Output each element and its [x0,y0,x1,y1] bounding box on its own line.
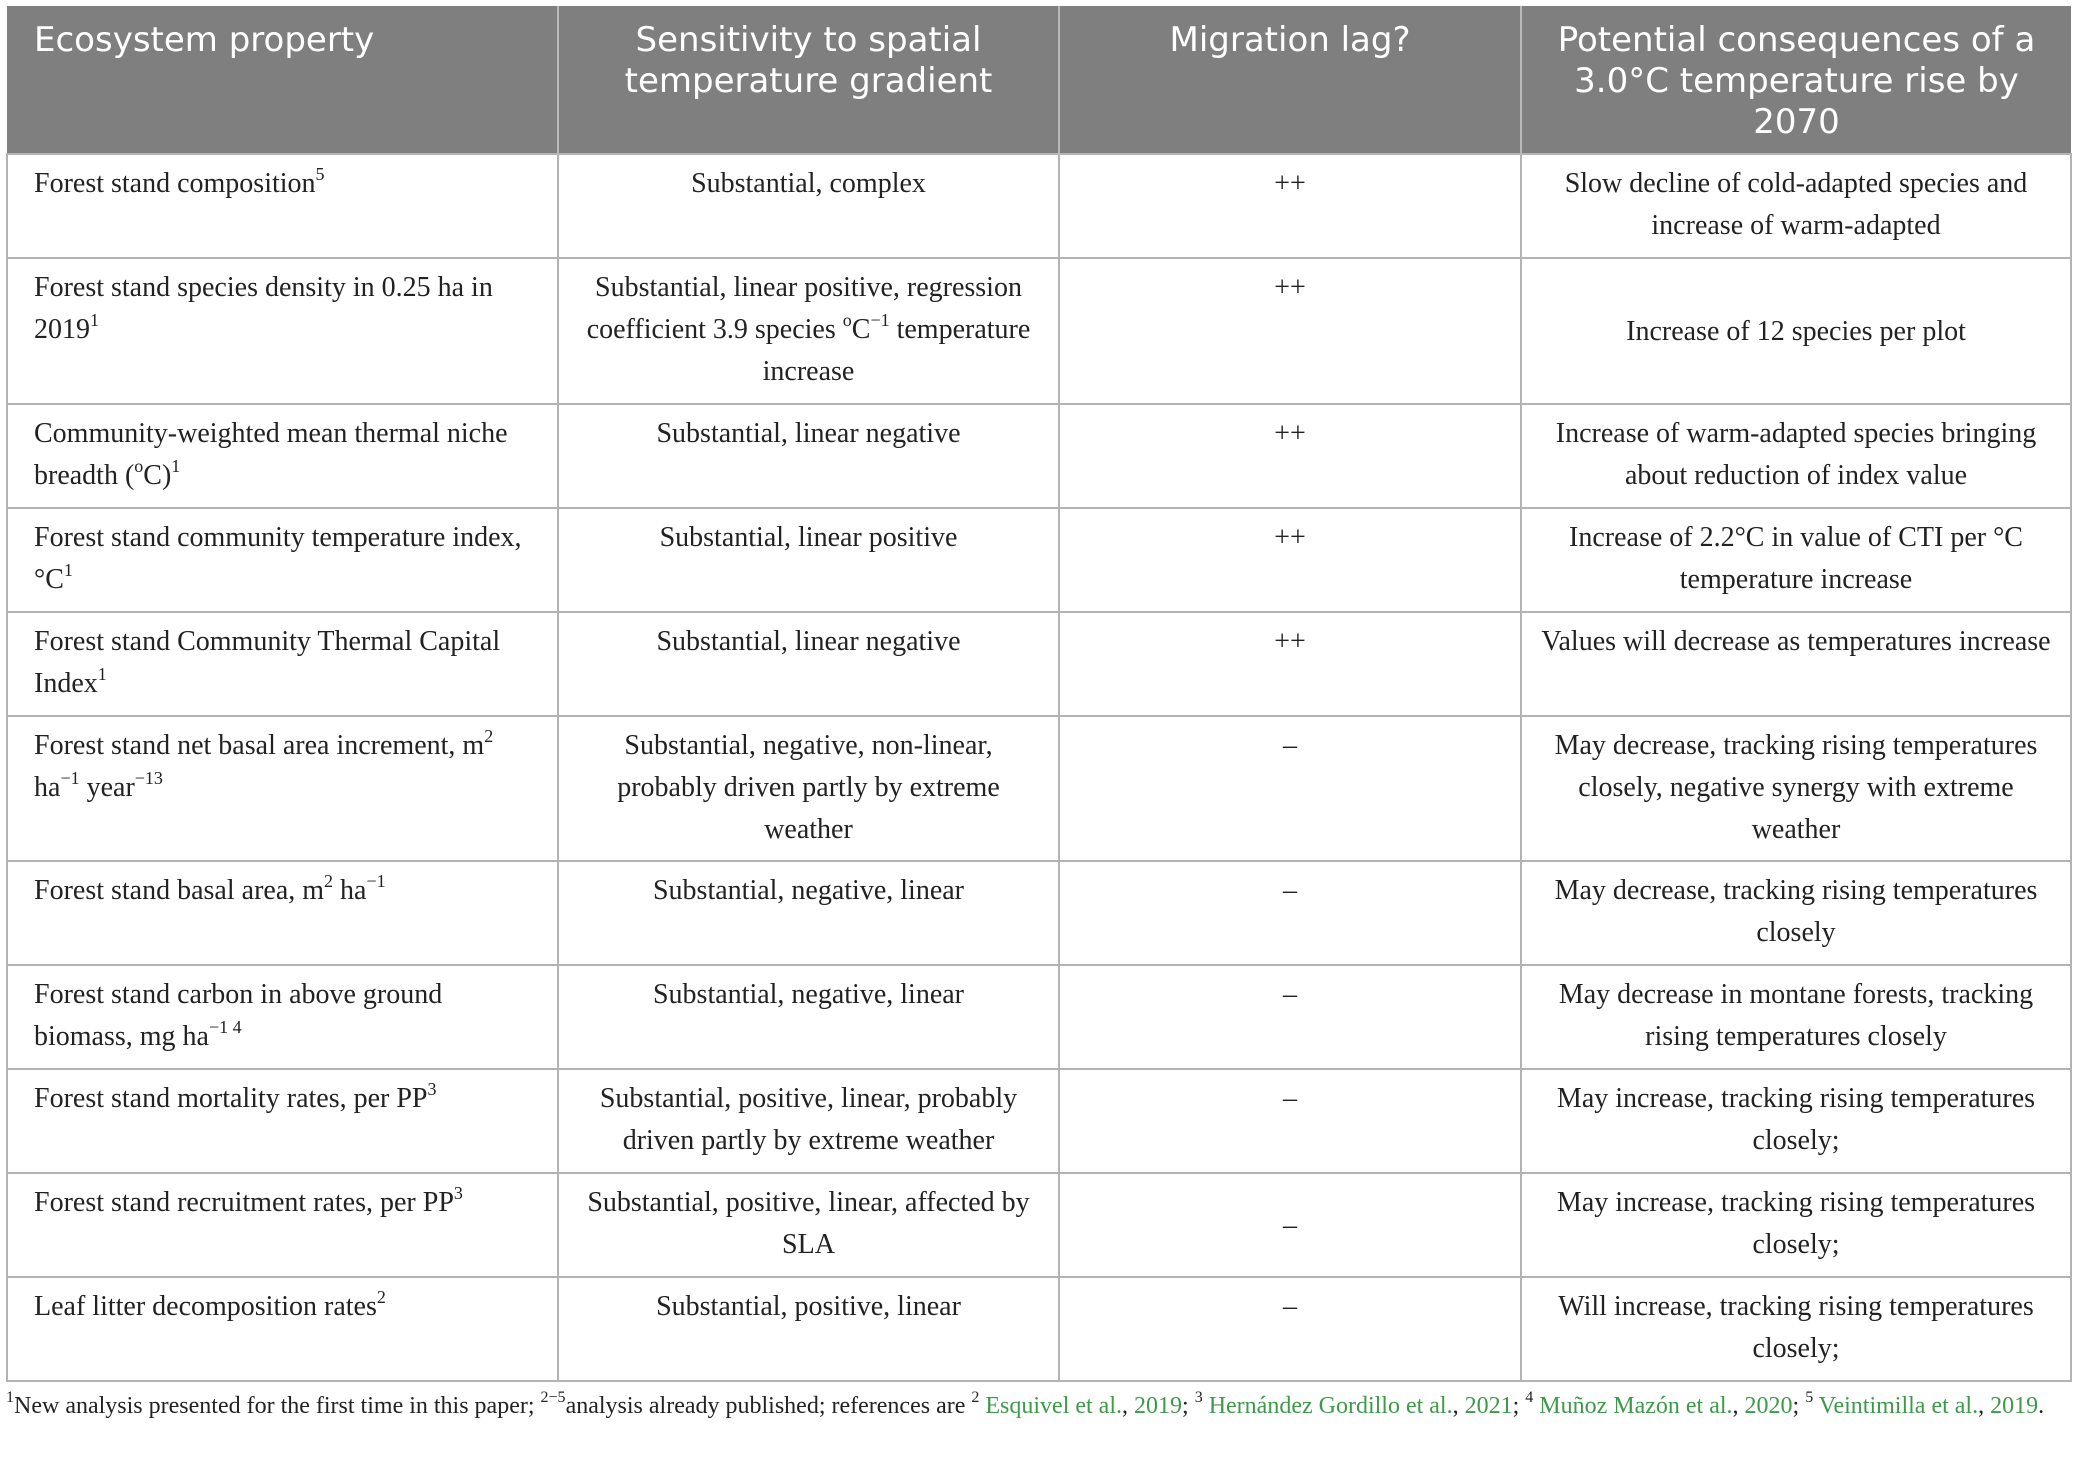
reference-link-esquivel[interactable]: Esquivel et al. [979,1393,1123,1419]
table-row [7,1173,2071,1277]
cell-property: Forest stand composition$^5$ [7,154,558,258]
ecosystem-properties-table [6,6,2072,1382]
cell-consequence: May decrease, tracking rising temperatures closely, negative synergy with extreme weather [1521,716,2071,861]
cell-lag: – [1059,1173,1521,1277]
cell-property: Forest stand recruitment rates, per $PP^3$ [7,1173,558,1277]
reference-link-munoz[interactable]: Muñoz Mazón et al. [1533,1393,1733,1419]
cell-consequence: May increase, tracking rising temperatures closely; [1521,1069,2071,1173]
reference-link-veintimilla-year[interactable]: 2019 [1990,1393,2039,1419]
cell-lag: – [1059,861,1521,965]
cell-consequence: Increase of 2.2°C in value of CTI per °C temperature increase [1521,508,2071,612]
header-row [7,6,2071,154]
cell-sensitivity: Substantial, complex [558,154,1059,258]
cell-sensitivity: Substantial, negative, linear [558,861,1059,965]
header-migration-lag: Migration lag? [1059,6,1521,154]
table-row [7,612,2071,716]
cell-property: Forest stand mortality rates, per $PP^3$ [7,1069,558,1173]
cell-sensitivity: Substantial, linear negative [558,612,1059,716]
cell-property: Leaf litter decomposition rates$^2$ [7,1277,558,1381]
header-consequences: Potential consequences of a 3.0°C temperature rise by 2070 [1521,6,2071,154]
cell-sensitivity: Substantial, negative, non-linear, probably driven partly by extreme weather [558,716,1059,861]
reference-link-munoz-year[interactable]: 2020 [1744,1393,1793,1419]
cell-lag: ++ [1059,154,1521,258]
cell-property: Forest stand Community Thermal Capital Index$^1$ [7,612,558,716]
cell-sensitivity: Substantial, positive, linear, probably driven partly by extreme weather [558,1069,1059,1173]
table-footnote: $^1$New analysis presented for the first time in this paper; $^{2-5}$analysis already published; references are $^2$ Esquivel et al., 2019; $^3$ Hernández Gordillo et al., 2021; $^4$ Muñoz Mazón et al., 2020; $^5$ Veintimilla et al., 2019. [6,1389,2045,1419]
reference-link-hernandez-year[interactable]: 2021 [1464,1393,1513,1419]
table-header [7,6,2071,154]
table-row [7,1069,2071,1173]
cell-property: Forest stand net basal area increment, $m^2$ $ha^{-1}$ year$^{-13}$ [7,716,558,861]
header-sensitivity: Sensitivity to spatial temperature gradient [558,6,1059,154]
cell-consequence: Slow decline of cold-adapted species and increase of warm-adapted [1521,154,2071,258]
cell-sensitivity: Substantial, negative, linear [558,965,1059,1069]
cell-lag: ++ [1059,258,1521,404]
table-row [7,258,2071,404]
cell-sensitivity: Substantial, linear positive [558,508,1059,612]
table-body [7,154,2071,1381]
reference-link-hernandez[interactable]: Hernández Gordillo et al. [1202,1393,1453,1419]
table-row [7,404,2071,508]
cell-consequence: May increase, tracking rising temperatures closely; [1521,1173,2071,1277]
cell-lag: – [1059,965,1521,1069]
cell-consequence: Values will decrease as temperatures increase [1521,612,2071,716]
cell-consequence: May decrease in montane forests, tracking rising temperatures closely [1521,965,2071,1069]
cell-lag: – [1059,1277,1521,1381]
cell-sensitivity: Substantial, positive, linear [558,1277,1059,1381]
cell-consequence: Increase of 12 species per plot [1521,258,2071,404]
table-row [7,716,2071,861]
cell-property: Forest stand carbon in above ground biomass, mg $ha^{-1 4}$ [7,965,558,1069]
cell-lag: ++ [1059,508,1521,612]
cell-consequence: Will increase, tracking rising temperatures closely; [1521,1277,2071,1381]
cell-consequence: Increase of warm-adapted species bringing about reduction of index value [1521,404,2071,508]
cell-property: Forest stand species density in 0.25 ha in 2019$^1$ [7,258,558,404]
header-ecosystem-property: Ecosystem property [7,6,558,154]
table-row [7,861,2071,965]
cell-sensitivity: Substantial, linear positive, regression coefficient 3.9 species $^oC^{-1}$ temperature increase [558,258,1059,404]
table-row [7,508,2071,612]
cell-lag: ++ [1059,612,1521,716]
cell-property: Community-weighted mean thermal niche breadth $(^oC)^1$ [7,404,558,508]
cell-sensitivity: Substantial, linear negative [558,404,1059,508]
reference-link-veintimilla[interactable]: Veintimilla et al. [1818,1393,1979,1419]
cell-lag: ++ [1059,404,1521,508]
cell-consequence: May decrease, tracking rising temperatures closely [1521,861,2071,965]
table-row [7,1277,2071,1381]
cell-sensitivity: Substantial, positive, linear, affected by SLA [558,1173,1059,1277]
cell-lag: – [1059,716,1521,861]
cell-property: Forest stand community temperature index, $^\circ C^1$ [7,508,558,612]
table-row [7,965,2071,1069]
reference-link-esquivel-year[interactable]: 2019 [1134,1393,1183,1419]
table-document [6,6,2070,1424]
cell-property: Forest stand basal area, $m^2$ $ha^{-1}$ [7,861,558,965]
cell-lag: – [1059,1069,1521,1173]
table-row [7,154,2071,258]
